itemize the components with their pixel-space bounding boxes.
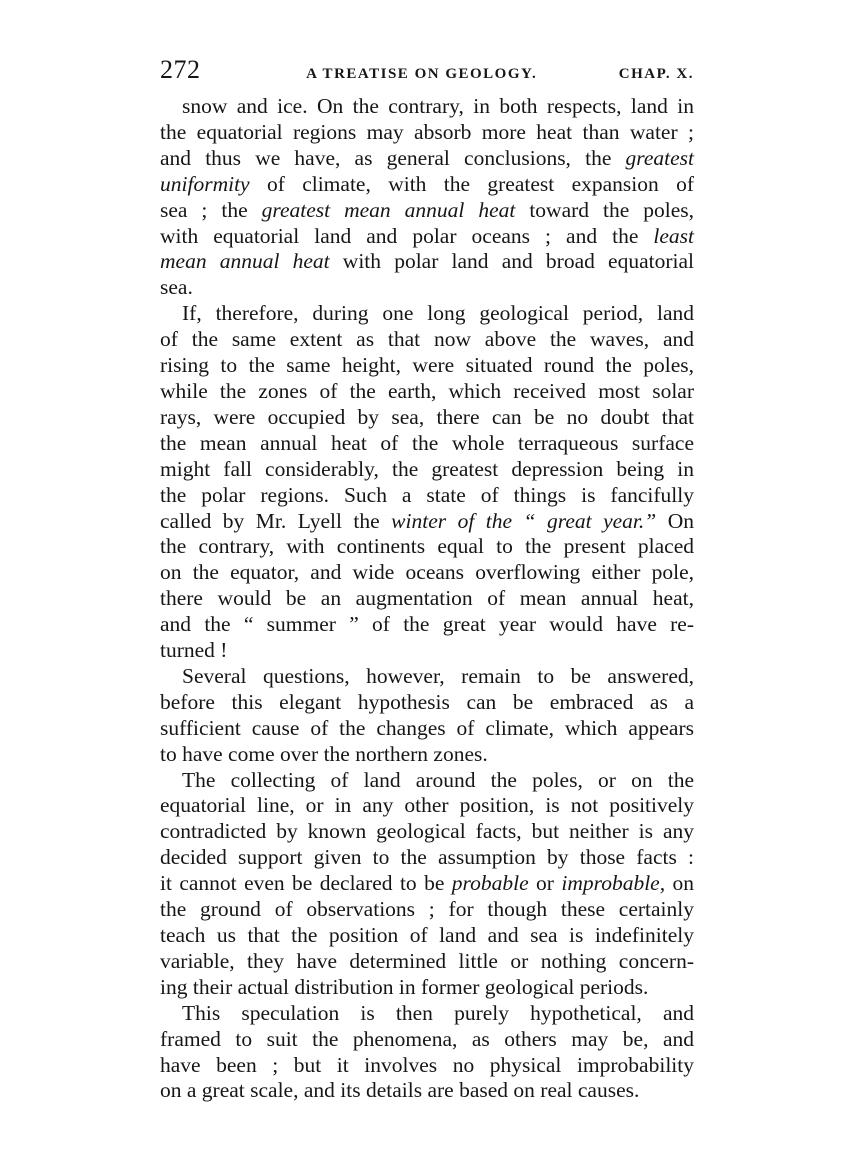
text-line (160, 534, 694, 560)
text-line (160, 1001, 694, 1027)
text-line (160, 120, 694, 146)
text-segment: rays, were occupied by sea, there can be no doubt that (160, 404, 694, 429)
italic-text: least (653, 223, 694, 248)
text-line (160, 819, 694, 845)
text-segment: or (528, 871, 562, 896)
chapter-label: CHAP. X. (618, 66, 694, 82)
text-line (160, 224, 694, 250)
text-segment: there would be an augmentation of mean annual heat, (160, 586, 694, 611)
text-segment: decided support given to the assumption by those facts : (160, 845, 694, 870)
text-segment: teach us that the position of land and sea is indefinitely (160, 923, 694, 947)
text-segment: on (665, 871, 694, 896)
paragraph (160, 768, 694, 1001)
text-segment: the mean annual heat of the whole terraqueous surface (160, 430, 694, 455)
text-segment: ing their actual distribution in former geological periods. (160, 974, 649, 999)
text-segment: sea. (160, 275, 193, 300)
text-segment: the polar regions. Such a state of things is fancifully (160, 482, 694, 507)
text-line (160, 172, 694, 198)
text-segment: of the same extent as that now above the waves, and (160, 327, 694, 352)
text-line (160, 483, 694, 509)
book-title: A TREATISE ON GEOLOGY. (306, 66, 538, 82)
text-line (160, 923, 694, 949)
text-line (160, 94, 694, 120)
page-content (160, 55, 694, 1104)
italic-text: greatest (625, 145, 694, 170)
text-segment: might fall considerably, the greatest depression being in (160, 456, 694, 481)
paragraph (160, 301, 694, 664)
text-segment: rising to the same height, were situated round the poles, (160, 353, 694, 378)
text-line (160, 1027, 694, 1053)
paragraph (160, 94, 694, 301)
text-line (160, 198, 694, 224)
italic-text: greatest mean annual heat (261, 197, 516, 222)
italic-text: probable (451, 871, 529, 896)
text-segment: toward the poles, (515, 197, 694, 222)
text-segment: on the equator, and wide oceans overflowing either pole, (160, 560, 694, 585)
text-line (160, 897, 694, 923)
text-line (160, 301, 694, 327)
paragraph (160, 1001, 694, 1105)
text-line (160, 1053, 694, 1079)
text-line (160, 845, 694, 871)
text-line (160, 612, 694, 638)
text-segment: have been ; but it involves no physical improbability (160, 1052, 694, 1077)
text-line (160, 509, 694, 535)
text-line (160, 405, 694, 431)
text-segment: called by Mr. Lyell the (160, 508, 392, 533)
text-segment: the contrary, with continents equal to the present placed (160, 534, 694, 559)
text-line (160, 586, 694, 612)
text-segment: The collecting of land around the poles, or on the (182, 767, 694, 792)
text-segment: with equatorial land and polar oceans ; and the (160, 223, 654, 248)
text-line (160, 146, 694, 172)
italic-text: improbable, (561, 871, 666, 896)
text-line (160, 457, 694, 483)
body-text (160, 94, 694, 1104)
text-segment: while the zones of the earth, which received most solar (160, 378, 694, 403)
text-segment: with polar land and broad equatorial (329, 249, 694, 274)
running-head (160, 55, 694, 85)
text-segment: it cannot even be declared to be (160, 871, 452, 896)
text-line (160, 353, 694, 379)
text-line (160, 1078, 694, 1104)
text-segment: sea ; the (160, 197, 262, 222)
text-line (160, 716, 694, 742)
text-segment: and the “ summer ” of the great year would have re- (160, 612, 694, 637)
text-line (160, 690, 694, 716)
text-segment: Several questions, however, remain to be answered, (182, 663, 694, 688)
text-line (160, 871, 694, 897)
text-segment: before this elegant hypothesis can be embraced as a (160, 689, 694, 714)
italic-text: uniformity (160, 171, 250, 196)
text-segment: the equatorial regions may absorb more heat than water ; (160, 119, 694, 144)
text-segment: turned ! (160, 638, 228, 663)
text-segment: contradicted by known geological facts, but neither is any (160, 819, 694, 844)
text-line (160, 431, 694, 457)
text-line (160, 275, 694, 301)
text-segment: sufficient cause of the changes of climate, which appears (160, 715, 694, 740)
text-segment: of climate, with the greatest expansion of (249, 171, 694, 196)
text-segment: This speculation is then purely hypothetical, and (182, 1000, 694, 1025)
italic-text: winter of the “ great year.” (391, 508, 657, 533)
text-line (160, 768, 694, 794)
italic-text: mean annual heat (160, 249, 330, 274)
text-line (160, 975, 694, 1001)
text-line (160, 560, 694, 586)
text-line (160, 327, 694, 353)
text-segment: If, therefore, during one long geological period, land (182, 301, 694, 326)
text-segment: variable, they have determined little or nothing concern- (160, 948, 694, 973)
text-segment: the ground of observations ; for though these certainly (160, 897, 694, 922)
text-line (160, 793, 694, 819)
text-segment: to have come over the northern zones. (160, 741, 488, 766)
text-line (160, 664, 694, 690)
text-segment: and thus we have, as general conclusions, the (160, 145, 626, 170)
page-number: 272 (160, 55, 201, 84)
text-line (160, 249, 694, 275)
text-segment: snow and ice. On the contrary, in both respects, land in (182, 94, 694, 118)
text-segment: framed to suit the phenomena, as others may be, and (160, 1026, 694, 1051)
text-segment: on a great scale, and its details are based on real causes. (160, 1078, 640, 1103)
text-line (160, 379, 694, 405)
text-line (160, 949, 694, 975)
text-line (160, 638, 694, 664)
text-line (160, 742, 694, 768)
text-segment: equatorial line, or in any other position, is not positively (160, 793, 694, 818)
paragraph (160, 664, 694, 768)
text-segment: On (656, 508, 694, 533)
